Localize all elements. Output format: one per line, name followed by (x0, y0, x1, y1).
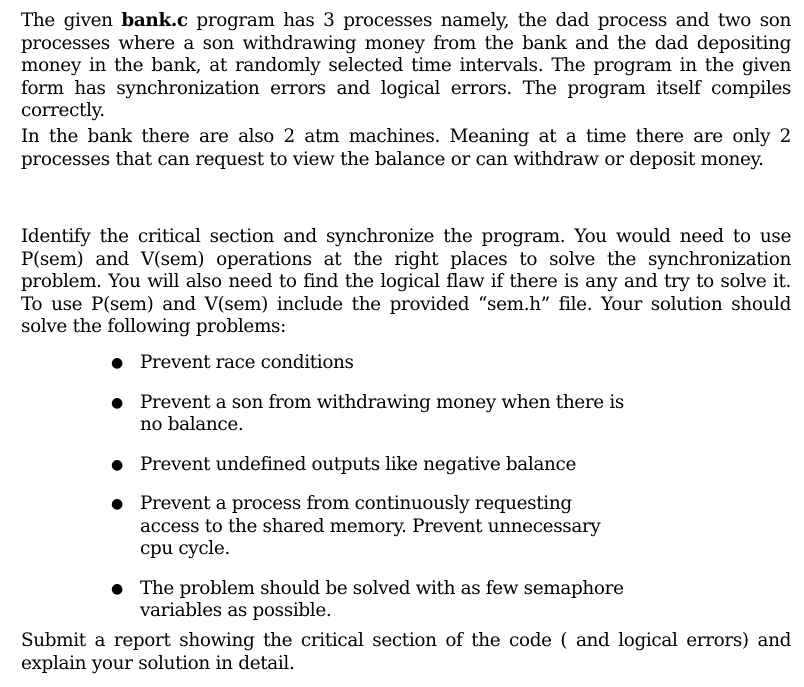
atm-paragraph: In the bank there are also 2 atm machines. Meaning at a time there are only 2 processes that can request to view the balance or can withdraw or deposit money. (21, 126, 791, 170)
bullet-icon: ● (111, 580, 123, 597)
requirement-text: Prevent race conditions (140, 352, 354, 373)
list-item (21, 454, 630, 477)
task-paragraph: Identify the critical section and synchronize the program. You would need to use P(sem) and V(sem) operations at the right places to solve the synchronization problem. You will also need to find the logical flaw if there is any and try to solve it. To use P(sem) and V(sem) include the provided “sem.h” file. Your solution should solve the following problems: (21, 226, 791, 337)
list-item (21, 392, 630, 437)
bullet-icon: ● (111, 355, 123, 371)
bullet-icon: ● (111, 456, 123, 473)
intro-paragraph (21, 10, 791, 123)
list-item (21, 493, 630, 561)
requirements-list (21, 352, 791, 623)
list-item (21, 352, 630, 375)
submission-paragraph: Submit a report showing the critical section of the code ( and logical errors) and explain your solution in detail. (21, 630, 791, 674)
requirement-text: Prevent a process from continuously requesting access to the shared memory. Prevent unnecessary cpu cycle. (140, 493, 601, 559)
requirement-text: The problem should be solved with as few semaphore variables as possible. (140, 577, 624, 621)
intro-text-after: program has 3 processes namely, the dad process and two son processes where a son withdrawing money from the bank and the dad depositing money in the bank, at randomly selected time intervals. The program in the given form has synchronization errors and logical errors. The program itself compiles correctly. (21, 10, 791, 121)
filename-bold: bank.c (121, 10, 188, 31)
list-item (21, 578, 630, 623)
intro-text-before: The given (21, 10, 122, 31)
requirement-text: Prevent undefined outputs like negative balance (140, 453, 577, 475)
requirement-text: Prevent a son from withdrawing money when there is no balance. (140, 391, 624, 435)
bullet-icon: ● (111, 496, 123, 512)
bullet-icon: ● (111, 394, 123, 411)
